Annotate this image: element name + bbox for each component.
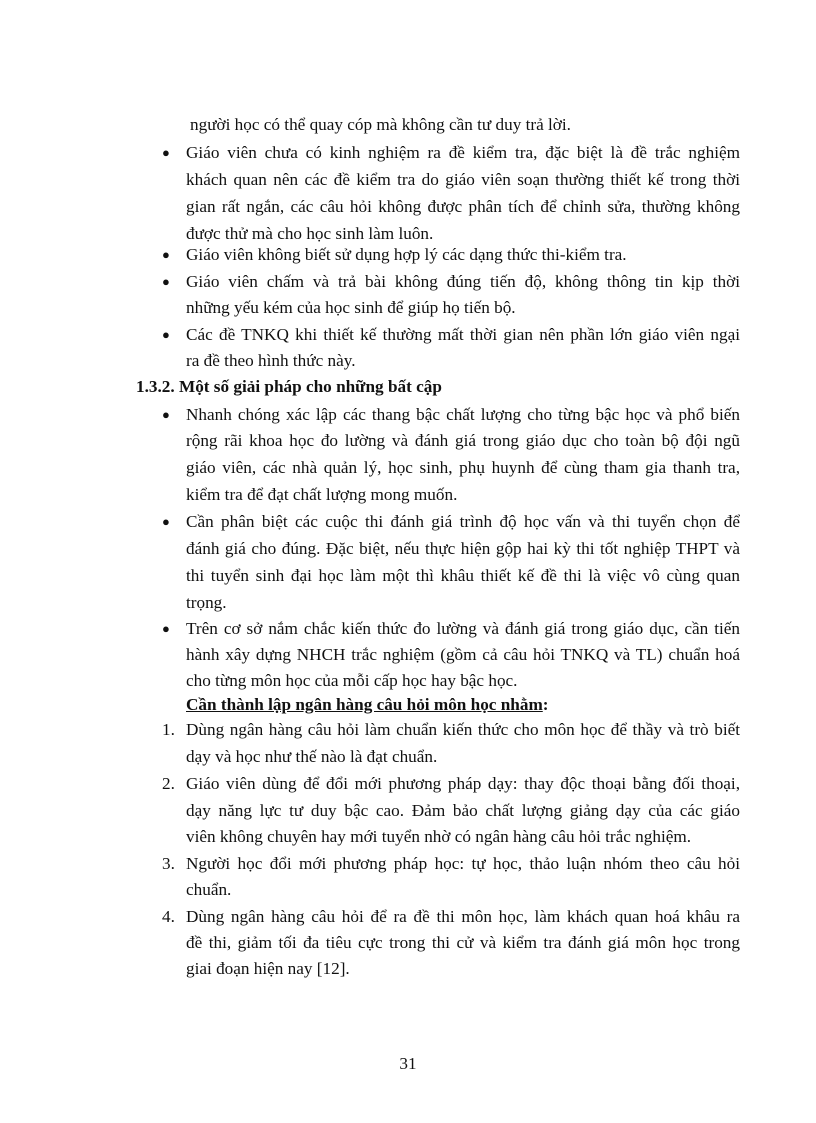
bullet-icon: ● <box>162 514 170 529</box>
list-number: 4. <box>162 907 175 926</box>
numbered-4-line1: Dùng ngân hàng câu hỏi để ra đề thi môn học, làm khách quan hoá khâu ra <box>186 907 740 926</box>
numbered-3-line2: chuẩn. <box>186 880 232 899</box>
bullet-b3-line1: Trên cơ sở nắm chắc kiến thức đo lường và đánh giá trong giáo dục, cần tiến <box>186 619 740 638</box>
numbered-1-line2: dạy và học như thế nào là đạt chuẩn. <box>186 747 438 766</box>
list-number: 1. <box>162 720 175 739</box>
list-number: 3. <box>162 854 175 873</box>
bullet-a1-line1: Giáo viên chưa có kinh nghiệm ra đề kiểm tra, đặc biệt là đề trắc nghiệm <box>186 143 740 162</box>
bullet-b1-line1: Nhanh chóng xác lập các thang bậc chất lượng cho từng bậc học và phổ biến <box>186 405 740 424</box>
bullet-icon: ● <box>162 621 170 636</box>
bullet-a3-line2: những yếu kém của học sinh để giúp họ tiến bộ. <box>186 298 516 317</box>
intro-line: người học có thể quay cóp mà không cần tư duy trả lời. <box>190 115 571 134</box>
bullet-b1-line2: rộng rãi khoa học đo lường và đánh giá trong giáo dục cho toàn bộ đội ngũ <box>186 431 740 450</box>
bullet-a4-line2: ra đề theo hình thức này. <box>186 351 356 370</box>
bullet-b3-line2: hành xây dựng NHCH trắc nghiệm (gồm cả câu hỏi TNKQ và TL) chuẩn hoá <box>186 645 740 664</box>
numbered-4-line2: đề thi, giảm tối đa tiêu cực trong thi cử và kiểm tra đánh giá môn học trong <box>186 933 740 952</box>
bullet-icon: ● <box>162 274 170 289</box>
bullet-b2-line1: Cần phân biệt các cuộc thi đánh giá trình độ học vấn và thi tuyển chọn để <box>186 512 740 531</box>
bullet-b3-line3: cho từng môn học của mỗi cấp học hay bậc học. <box>186 671 518 690</box>
subheading-text: Cần thành lập ngân hàng câu hỏi môn học nhằm <box>186 695 543 714</box>
numbered-2-line1: Giáo viên dùng để đổi mới phương pháp dạy: thay độc thoại bằng đối thoại, <box>186 774 740 793</box>
bullet-a4-line1: Các đề TNKQ khi thiết kế thường mất thời gian nên phần lớn giáo viên ngại <box>186 325 740 344</box>
bullet-icon: ● <box>162 327 170 342</box>
page-number: 31 <box>399 1054 417 1073</box>
bullet-b1-line4: kiểm tra để đạt chất lượng mong muốn. <box>186 485 458 504</box>
section-heading: 1.3.2. Một số giải pháp cho những bất cập <box>136 377 442 396</box>
bullet-icon: ● <box>162 145 170 160</box>
bullet-b1-line3: giáo viên, các nhà quản lý, học sinh, phụ huynh để cùng tham gia thanh tra, <box>186 458 740 477</box>
numbered-2-line3: viên không chuyên hay mới tuyển nhờ có ngân hàng câu hỏi trắc nghiệm. <box>186 827 692 846</box>
bullet-a1-line3: gian rất ngắn, các câu hỏi không được phân tích để chỉnh sửa, thường không <box>186 197 740 216</box>
numbered-2-line2: dạy năng lực tư duy bậc cao. Đảm bảo chất lượng giảng dạy của các giáo <box>186 801 740 820</box>
numbered-3-line1: Người học đổi mới phương pháp học: tự học, thảo luận nhóm theo câu hỏi <box>186 854 740 873</box>
bullet-b2-line4: trọng. <box>186 593 227 612</box>
subheading-colon: : <box>542 695 549 714</box>
subheading <box>186 694 549 716</box>
bullet-a1-line4: được thử mà cho học sinh làm luôn. <box>186 224 434 243</box>
bullet-a2-line1: Giáo viên không biết sử dụng hợp lý các dạng thức thi-kiểm tra. <box>186 245 627 264</box>
numbered-4-line3: giai đoạn hiện nay [12]. <box>186 959 350 978</box>
bullet-b2-line3: thi tuyển sinh đại học làm một thì khâu thiết kế đề thi là việc vô cùng quan <box>186 566 740 585</box>
bullet-icon: ● <box>162 247 170 262</box>
bullet-a1-line2: khách quan nên các đề kiểm tra do giáo viên soạn thường thiết kế trong thời <box>186 170 740 189</box>
list-number: 2. <box>162 774 175 793</box>
numbered-1-line1: Dùng ngân hàng câu hỏi làm chuẩn kiến thức cho môn học để thầy và trò biết <box>186 720 740 739</box>
bullet-a3-line1: Giáo viên chấm và trả bài không đúng tiến độ, không thông tin kịp thời <box>186 272 740 291</box>
bullet-b2-line2: đánh giá cho đúng. Đặc biệt, nếu thực hiện gộp hai kỳ thi tốt nghiệp THPT và <box>186 539 740 558</box>
bullet-icon: ● <box>162 407 170 422</box>
